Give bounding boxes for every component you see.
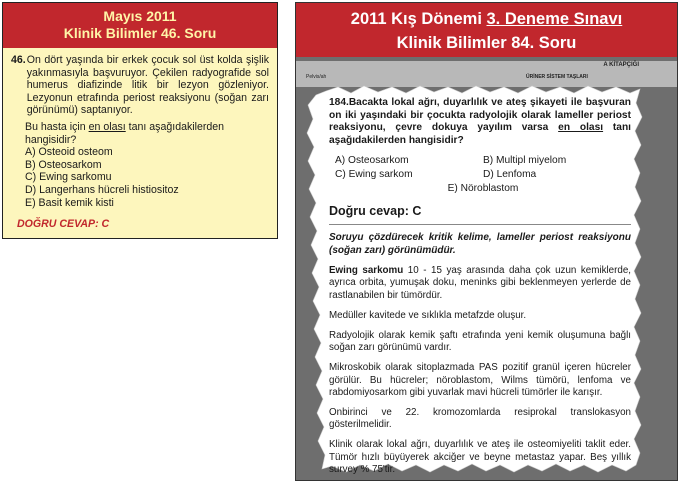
right-option-a: A) Osteosarkom: [335, 155, 409, 167]
left-option-d: D) Langerhans hücreli histiositoz: [25, 183, 179, 196]
right-option-d: D) Lenfoma: [483, 169, 537, 181]
right-question-number: 184.: [329, 97, 349, 108]
explanation-paragraph-2: Medüller kavitede ve sıklıkla metafzde oluşur.: [329, 309, 527, 321]
key-phrase: Soruyu çözdürecek kritik kelime, lameller periost reaksiyonu (soğan zarı) görünümüdür.: [329, 232, 631, 256]
explanation-paragraph-1: [329, 265, 631, 302]
right-option-c: C) Ewing sarkom: [335, 169, 413, 181]
strip-topic-label: ÜRİNER SİSTEM TAŞLARI: [526, 74, 588, 80]
left-question-text: On dört yaşında bir erkek çocuk sol üst kolda şişlik yakınmasıyla başvuruyor. Çekilen radyografide sol humerus diafizinde litik bir lezyon gözleniyor. Lezyonun etrafında periost reaksiyonu (soğan zarı görünümü) saptanıyor.: [26, 54, 269, 117]
right-answer: Doğru cevap: C: [329, 204, 422, 219]
left-option-e: E) Basit kemik kisti: [25, 196, 114, 209]
right-options: [329, 154, 631, 195]
explanation-paragraph-3: Radyolojik olarak kemik şaftı etrafında yeni kemik oluşumuna bağlı soğan zarı görünümü vardır.: [329, 330, 631, 354]
left-question-card: [2, 2, 278, 239]
right-option-e: E) Nöroblastom: [447, 183, 519, 195]
left-prompt-pre: Bu hasta için: [25, 120, 89, 133]
booklet-label: A KİTAPÇIĞI: [603, 62, 639, 68]
right-question: [329, 97, 631, 147]
left-prompt-post: tanı aşağıdakilerden hangisidir?: [25, 120, 225, 146]
explanation-paragraph-6: Klinik olarak lokal ağrı, duyarlılık ve ateş ile osteomiyeliti taklit eder. Tümör hızlı büyüyerek akciğer ve beyne metastaz yapar. Beş yıllık survey % 75'tir.: [329, 439, 631, 475]
left-header-title: Klinik Bilimler 46. Soru: [63, 25, 217, 41]
explanation-paragraph-4: Mikroskobik olarak sitoplazmada PAS pozitif granül içeren hücreler görülür. Bu hücreler; nöroblastom, Wilms tümörü, lenfoma ve rabdomiyosarkom gibi yuvarlak mavi hücreli tümörler ile karışır.: [329, 362, 631, 398]
right-header-exam-name: 3. Deneme Sınavı: [486, 10, 623, 28]
left-question-number: 46.: [11, 54, 26, 66]
left-header-date: Mayıs 2011: [103, 8, 177, 24]
left-header: [3, 3, 277, 48]
ewing-term: Ewing sarkomu: [329, 265, 404, 277]
left-question-prompt: [11, 121, 269, 146]
right-header-term: 2011 Kış Dönemi: [350, 10, 487, 28]
explanation-paragraph-5: Onbirinci ve 22. kromozomlarda resiprokal translokasyon gösterilmelidir.: [329, 407, 631, 431]
left-options: [11, 146, 269, 209]
left-prompt-emph: en olası: [88, 120, 126, 133]
right-question-post: tanı aşağıdakilerden hangisidir?: [329, 122, 632, 146]
right-question-text: Bacakta lokal ağrı, duyarlılık ve ateş şikayeti ile başvuran on iki yaşındaki bir çocukta radyolojik olarak lameller periost reaksiyonu, çevre dokuya yayılım varsa: [329, 97, 631, 134]
answer-paper: [329, 97, 631, 476]
right-question-card: [295, 2, 678, 481]
explanation-1-text: 10 - 15 yaş arasında daha çok uzun kemiklerde, ayrıca orbita, yumuşak doku, meninks gibi beklenmeyen yerlerde de rastlanabilen bir tümördür.: [329, 265, 631, 301]
right-question-emph: en olası: [558, 122, 604, 134]
strip-left-label: Pelvis/ah: [306, 74, 327, 80]
left-option-c: C) Ewing sarkomu: [25, 171, 112, 184]
right-option-b: B) Multipl miyelom: [483, 155, 567, 167]
left-question-body: [3, 48, 277, 231]
left-option-b: B) Osteosarkom: [25, 158, 102, 171]
divider: [329, 224, 631, 225]
left-question: [11, 54, 269, 117]
left-option-a: A) Osteoid osteom: [25, 146, 113, 159]
left-answer: DOĞRU CEVAP: C: [17, 218, 110, 231]
right-header-title: Klinik Bilimler 84. Soru: [396, 34, 577, 52]
